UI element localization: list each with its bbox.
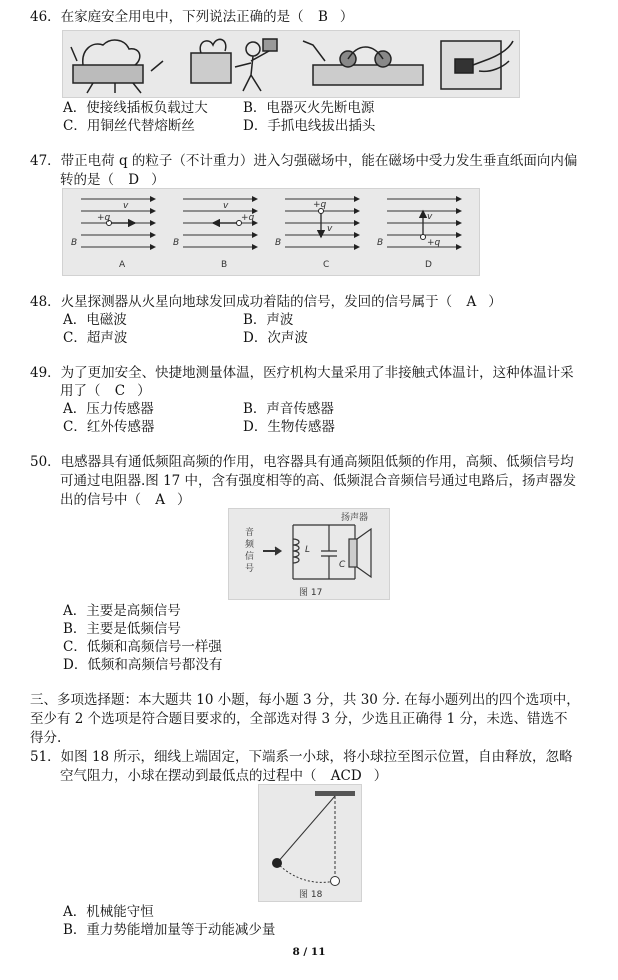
q47-figure — [62, 188, 480, 276]
q50-option-a: A．主要是高频信号 — [63, 603, 181, 619]
svg-text:+q: +q — [427, 238, 441, 248]
q48-option-a: A．电磁波 — [63, 312, 127, 328]
q47-stem-line2: 转的是（ D ） — [60, 172, 165, 188]
section3-header-line2: 至少有 2 个选项是符合题目要求的，全部选对得 3 分，少选且正确得 1 分，未选、错选不 — [30, 711, 568, 727]
q51-stem-line1: 51．如图 18 所示，细线上端固定，下端系一小球，将小球拉至图示位置，自由释放，忽略 — [30, 749, 573, 765]
q48-stem: 48．火星探测器从火星向地球发回成功着陆的信号，发回的信号属于（ A ） — [30, 294, 502, 310]
q47-answer: D — [128, 172, 140, 188]
q48-answer: A — [466, 294, 477, 310]
q48-option-c: C．超声波 — [63, 330, 128, 346]
svg-text:v: v — [427, 212, 433, 222]
svg-text:C: C — [339, 560, 346, 570]
section3-header-line1: 三、多项选择题：本大题共 10 小题，每小题 3 分，共 30 分. 在每小题列出的四个选项中， — [30, 692, 580, 708]
q50-stem-line3: 出的信号中（ A ） — [60, 492, 191, 508]
svg-text:B: B — [377, 238, 384, 248]
q46-option-d: D．手抓电线拔出插头 — [243, 118, 376, 134]
q49-option-c: C．红外传感器 — [63, 419, 155, 435]
svg-text:扬声器: 扬声器 — [341, 513, 369, 523]
section3-header-line3: 得分. — [30, 730, 62, 746]
lc-speaker-circuit — [229, 509, 389, 599]
q49-stem-line1: 49．为了更加安全、快捷地测量体温，医疗机构大量采用了非接触式体温计，这种体温计采 — [30, 365, 574, 381]
q46-figure — [62, 30, 520, 98]
svg-text:号: 号 — [245, 564, 255, 574]
svg-text:+q: +q — [313, 200, 327, 210]
page-number: 8 / 11 — [292, 946, 326, 958]
q49-stem-line2: 用了（ C ） — [60, 383, 151, 399]
q50-option-b: B．主要是低频信号 — [63, 621, 181, 637]
panel-label-a: A — [119, 260, 126, 270]
q50-option-d: D．低频和高频信号都没有 — [63, 657, 223, 673]
q50-figure-17 — [228, 508, 390, 600]
panel-label-d: D — [425, 260, 432, 270]
svg-text:v: v — [327, 224, 333, 234]
svg-text:v: v — [223, 201, 229, 211]
pendulum-diagram — [259, 785, 361, 901]
q51-stem-line2: 空气阻力，小球在摆动到最低点的过程中（ ACD ） — [60, 768, 388, 784]
q48-option-d: D．次声波 — [243, 330, 308, 346]
q49-option-a: A．压力传感器 — [63, 401, 154, 417]
svg-text:B: B — [173, 238, 180, 248]
q51-option-a: A．机械能守恒 — [63, 904, 154, 920]
electrical-safety-illustration — [63, 31, 519, 97]
svg-text:图 17: 图 17 — [299, 588, 323, 598]
svg-text:+q: +q — [241, 213, 255, 223]
q46-option-c: C．用铜丝代替熔断丝 — [63, 118, 195, 134]
svg-text:B: B — [275, 238, 282, 248]
q46-stem: 46．在家庭安全用电中，下列说法正确的是（ B ） — [30, 9, 354, 25]
q48-option-b: B．声波 — [243, 312, 294, 328]
panel-label-c: C — [323, 260, 330, 270]
svg-text:图 18: 图 18 — [299, 890, 323, 900]
q46-answer: B — [317, 9, 328, 25]
q50-stem-line1: 50．电感器具有通低频阻高频的作用，电容器具有通高频阻低频的作用，高频、低频信号均 — [30, 454, 574, 470]
svg-text:L: L — [305, 545, 311, 555]
q49-option-b: B．声音传感器 — [243, 401, 334, 417]
q50-option-c: C．低频和高频信号一样强 — [63, 639, 222, 655]
q51-answer: ACD — [330, 768, 362, 784]
q50-stem-line2: 可通过电阻器.图 17 中，含有强度相等的高、低频混合音频信号通过电路后，扬声器发 — [60, 473, 577, 489]
q49-option-d: D．生物传感器 — [243, 419, 335, 435]
q46-option-a: A．使接线插板负载过大 — [63, 100, 208, 116]
q46-option-b: B．电器灭火先断电源 — [243, 100, 375, 116]
svg-text:信: 信 — [245, 552, 255, 562]
svg-text:v: v — [123, 201, 129, 211]
svg-text:频: 频 — [245, 540, 255, 550]
q50-answer: A — [155, 492, 166, 508]
q51-option-b: B．重力势能增加量等于动能减少量 — [63, 922, 276, 938]
svg-text:音: 音 — [245, 528, 255, 538]
svg-text:+q: +q — [97, 213, 111, 223]
q49-answer: C — [114, 383, 126, 399]
q51-figure-18 — [258, 784, 362, 902]
panel-label-b: B — [221, 260, 228, 270]
magnetic-field-panels — [63, 189, 479, 275]
q47-stem-line1: 47．带正电荷 q 的粒子（不计重力）进入匀强磁场中，能在磁场中受力发生垂直纸面向内偏 — [30, 153, 578, 169]
svg-text:B: B — [71, 238, 78, 248]
